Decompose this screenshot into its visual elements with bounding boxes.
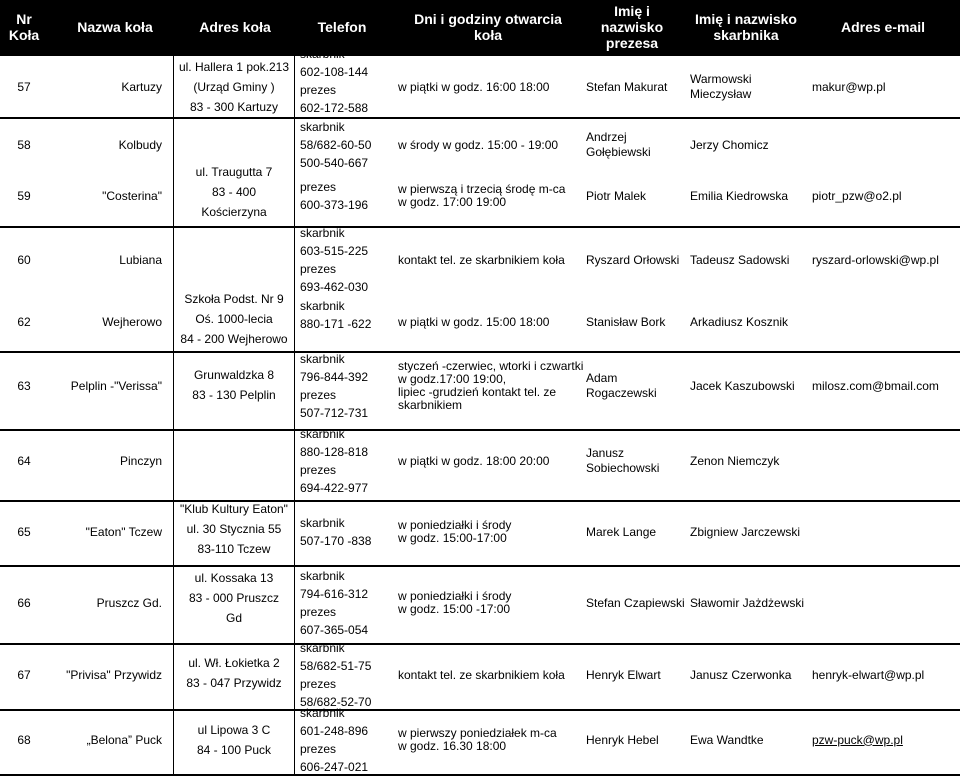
club-name: Kartuzy	[121, 79, 162, 94]
phone-numbers-line: 58/682-52-70	[300, 695, 372, 709]
opening-hours-line: w godz. 17:00 19:00	[398, 195, 507, 209]
row-number: 64	[17, 453, 31, 468]
phone-numbers-line: 606-247-021	[300, 760, 369, 774]
header-dni: Dni i godziny otwarcia koła	[414, 11, 562, 43]
phone-numbers-line: skarbnik	[300, 706, 345, 720]
row-number: 57	[17, 79, 31, 94]
row-number: 67	[17, 667, 31, 682]
email[interactable]: piotr_pzw@o2.pl	[812, 188, 902, 203]
phone-numbers-line: 880-171 -622	[300, 317, 372, 331]
phone-numbers-line: 58/682-60-50	[300, 138, 372, 152]
opening-hours-line: styczeń -czerwiec, wtorki i czwartki	[398, 359, 584, 373]
phone-numbers-line: skarbnik	[300, 569, 345, 583]
treasurer-name-line: Arkadiusz Kosznik	[690, 314, 789, 329]
club-name: Wejherowo	[102, 314, 162, 329]
phone-numbers-line: 796-844-392	[300, 370, 369, 384]
club-address-line: Szkoła Podst. Nr 9	[184, 292, 284, 306]
phone-numbers-line: skarbnik	[300, 427, 345, 441]
phone-numbers-line: 694-422-977	[300, 481, 369, 495]
treasurer-name-line: Warmowski	[690, 72, 752, 86]
president-name-line: Sobiechowski	[586, 461, 660, 475]
treasurer-name-line: Janusz Czerwonka	[690, 667, 792, 682]
opening-hours-line: w pierwszy poniedziałek m-ca	[398, 726, 557, 740]
phone-numbers-line: skarbnik	[300, 641, 345, 655]
president-name-line: Piotr Malek	[586, 188, 647, 203]
header-telefon: Telefon	[317, 19, 367, 35]
phone-numbers-line: 601-248-896	[300, 724, 369, 738]
president-name-line: Stanisław Bork	[586, 314, 666, 329]
treasurer-name-line: Ewa Wandtke	[690, 732, 764, 747]
club-name: Pelplin -"Verissa"	[70, 378, 162, 393]
column-divider	[294, 56, 295, 776]
president-name-line: Adam	[586, 371, 618, 385]
phone-numbers-line: skarbnik	[300, 299, 345, 313]
club-address-line: 83-110 Tczew	[197, 542, 271, 556]
row-number: 58	[17, 137, 31, 152]
phone-numbers-line: skarbnik	[300, 352, 345, 366]
club-address-line: Gd	[225, 611, 242, 625]
header-adres: Adres koła	[199, 19, 271, 35]
club-address-line: 84 - 100 Puck	[196, 743, 272, 757]
opening-hours-line: w piątki w godz. 15:00 18:00	[398, 314, 550, 329]
row-separator	[0, 500, 960, 502]
club-address-line: 83 - 130 Pelplin	[192, 388, 276, 402]
phone-numbers-line: 602-172-588	[300, 101, 369, 115]
president-name-line: Rogaczewski	[586, 386, 657, 400]
opening-hours-line: w poniedziałki i środy	[398, 518, 512, 532]
row-number: 66	[17, 595, 31, 610]
club-address-line: Oś. 1000-lecia	[195, 312, 273, 326]
club-address-line: ul. Kossaka 13	[194, 571, 274, 585]
club-address-line: ul. Traugutta 7	[195, 165, 273, 179]
opening-hours-line: skarbnikiem	[398, 398, 463, 412]
opening-hours-line: w godz.17:00 19:00,	[398, 372, 507, 386]
opening-hours-line: w pierwszą i trzecią środę m-ca	[398, 182, 566, 196]
row-number: 63	[17, 378, 31, 393]
opening-hours-line: w środy w godz. 15:00 - 19:00	[398, 137, 559, 152]
president-name-line: Andrzej	[586, 130, 627, 144]
phone-numbers-line: 693-462-030	[300, 280, 369, 294]
opening-hours-line: kontakt tel. ze skarbnikiem koła	[398, 667, 565, 682]
club-address-line: 84 - 200 Wejherowo	[180, 332, 288, 346]
club-name: Lubiana	[119, 252, 162, 267]
phone-numbers-line: 607-365-054	[300, 623, 369, 637]
row-separator	[0, 117, 960, 119]
phone-numbers-line: prezes	[300, 262, 337, 276]
phone-numbers-line: 794-616-312	[300, 587, 369, 601]
row-separator	[0, 351, 960, 353]
phone-numbers-line: skarbnik	[300, 516, 345, 530]
treasurer-name-line: Tadeusz Sadowski	[690, 252, 790, 267]
phone-numbers-line: 600-373-196	[300, 198, 369, 212]
club-address-line: ul. Hallera 1 pok.213	[178, 60, 290, 74]
row-separator	[0, 643, 960, 645]
club-address-line: 83 - 400	[211, 185, 257, 199]
club-address-line: "Klub Kultury Eaton"	[180, 502, 288, 516]
president-name-line: Gołębiewski	[586, 145, 651, 159]
club-address-line: ul. Wł. Łokietka 2	[188, 656, 280, 670]
club-address-line: 83 - 047 Przywidz	[186, 676, 282, 690]
header-email: Adres e-mail	[840, 19, 926, 35]
president-name-line: Janusz	[586, 446, 625, 460]
treasurer-name-line: Sławomir Jażdżewski	[690, 595, 805, 610]
opening-hours-line: w piątki w godz. 16:00 18:00	[398, 79, 550, 94]
phone-numbers-line: skarbnik	[300, 120, 345, 134]
header-skarbnik: Imię i nazwisko skarbnika	[695, 11, 797, 43]
president-name-line: Stefan Makurat	[586, 79, 668, 94]
phone-numbers-line: 602-108-144	[300, 65, 369, 79]
club-name: "Eaton" Tczew	[85, 524, 162, 539]
club-address-line: (Urząd Gminy )	[193, 80, 275, 94]
phone-numbers-line: skarbnik	[300, 226, 345, 240]
phone-numbers-line: 500-540-667	[300, 156, 369, 170]
phone-numbers-line: 507-712-731	[300, 406, 369, 420]
opening-hours-line: lipiec -grudzień kontakt tel. ze	[398, 385, 557, 399]
treasurer-name-line: Jacek Kaszubowski	[690, 378, 795, 393]
row-separator	[0, 565, 960, 567]
header-prezes: Imię i nazwisko prezesa	[600, 3, 664, 51]
row-number: 68	[17, 732, 31, 747]
phone-numbers-line: prezes	[300, 83, 337, 97]
row-number: 60	[17, 252, 31, 267]
row-number: 65	[17, 524, 31, 539]
club-name: Pinczyn	[119, 453, 162, 468]
treasurer-name-line: Zenon Niemczyk	[690, 453, 780, 468]
president-name-line: Marek Lange	[586, 524, 657, 539]
header-nr: Nr Koła	[8, 11, 40, 43]
row-separator	[0, 429, 960, 431]
club-name: „Belona” Puck	[86, 732, 162, 747]
email[interactable]: makur@wp.pl	[812, 79, 886, 94]
treasurer-name-line: Emilia Kiedrowska	[690, 188, 789, 203]
opening-hours-line: w poniedziałki i środy	[398, 589, 512, 603]
phone-numbers-line: prezes	[300, 677, 337, 691]
phone-numbers-line: prezes	[300, 180, 337, 194]
opening-hours-line: w godz. 16.30 18:00	[398, 739, 507, 753]
phone-numbers-line: prezes	[300, 605, 337, 619]
row-separator	[0, 709, 960, 711]
opening-hours-line: w godz. 15:00 -17:00	[398, 602, 511, 616]
club-address-line: ul Lipowa 3 C	[197, 723, 271, 737]
email[interactable]: henryk-elwart@wp.pl	[812, 667, 925, 682]
opening-hours-line: w piątki w godz. 18:00 20:00	[398, 453, 550, 468]
phone-numbers-line: prezes	[300, 463, 337, 477]
phone-numbers-line: 603-515-225	[300, 244, 369, 258]
president-name-line: Ryszard Orłowski	[586, 252, 680, 267]
club-address-line: Grunwaldzka 8	[193, 368, 275, 382]
opening-hours-line: w godz. 15:00-17:00	[398, 531, 507, 545]
phone-numbers-line: 58/682-51-75	[300, 659, 372, 673]
president-name-line: Henryk Hebel	[586, 732, 659, 747]
column-divider	[173, 56, 174, 776]
president-name-line: Henryk Elwart	[586, 667, 661, 682]
email[interactable]: milosz.com@bmail.com	[812, 378, 939, 393]
club-name: Pruszcz Gd.	[96, 595, 162, 610]
row-separator	[0, 226, 960, 228]
president-name-line: Stefan Czapiewski	[586, 595, 685, 610]
header-nazwa: Nazwa koła	[77, 19, 153, 35]
club-name: "Privisa" Przywidz	[66, 667, 162, 682]
phone-numbers-line: prezes	[300, 742, 337, 756]
club-name: "Costerina"	[102, 188, 162, 203]
club-address-line: 83 - 000 Pruszcz	[188, 591, 280, 605]
row-number: 59	[17, 188, 31, 203]
treasurer-name-line: Jerzy Chomicz	[690, 137, 769, 152]
row-number: 62	[17, 314, 31, 329]
treasurer-name-line: Mieczysław	[690, 87, 752, 101]
phone-numbers-line: 880-128-818	[300, 445, 369, 459]
club-address-line: 83 - 300 Kartuzy	[189, 100, 279, 114]
email[interactable]: pzw-puck@wp.pl	[812, 732, 903, 747]
phone-numbers-line: skarbnik	[300, 47, 345, 61]
email[interactable]: ryszard-orlowski@wp.pl	[812, 252, 939, 267]
phone-numbers-line: prezes	[300, 388, 337, 402]
opening-hours-line: kontakt tel. ze skarbnikiem koła	[398, 252, 565, 267]
treasurer-name-line: Zbigniew Jarczewski	[690, 524, 801, 539]
club-address-line: ul. 30 Stycznia 55	[186, 522, 282, 536]
phone-numbers-line: 507-170 -838	[300, 534, 372, 548]
club-address-line: Kościerzyna	[201, 205, 267, 219]
club-name: Kolbudy	[118, 137, 162, 152]
